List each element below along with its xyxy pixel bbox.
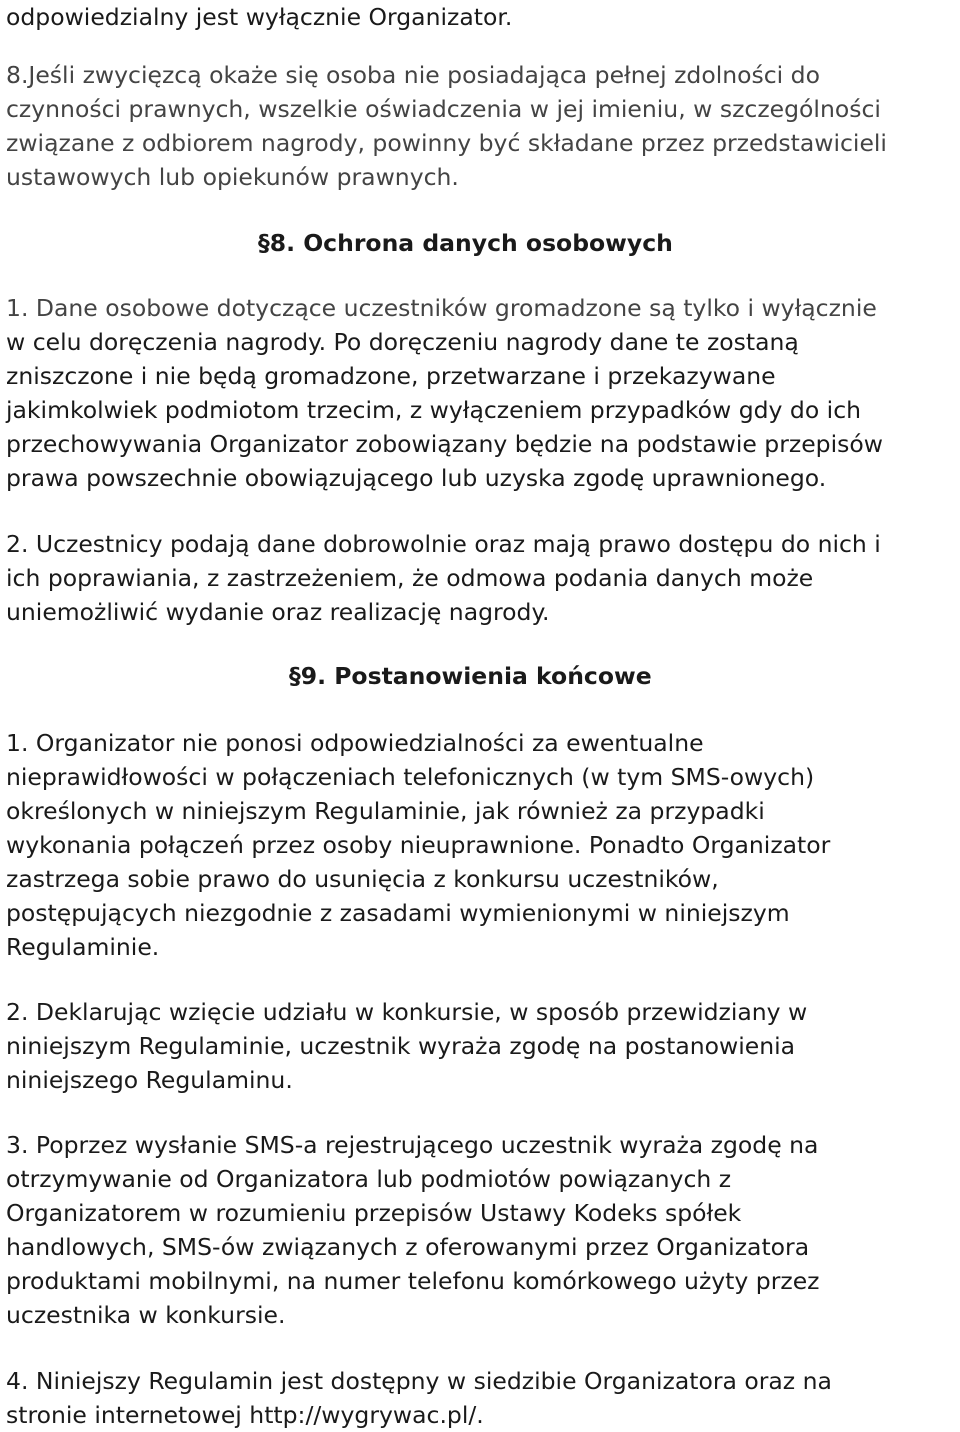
- heading-text: §8. Ochrona danych osobowych: [258, 229, 673, 257]
- section9-heading: [289, 659, 652, 693]
- text-line: postępujących niezgodnie z zasadami wymienionymi w niniejszym: [6, 899, 790, 927]
- section8-heading: [258, 226, 673, 260]
- heading-text: §9. Postanowienia końcowe: [289, 662, 652, 690]
- text-line: uczestnika w konkursie.: [6, 1301, 286, 1329]
- text-line: Organizatorem w rozumieniu przepisów Ustawy Kodeks spółek: [6, 1199, 742, 1227]
- text-line: ustawowych lub opiekunów prawnych.: [6, 163, 459, 191]
- text-line: określonych w niniejszym Regulaminie, jak również za przypadki: [6, 797, 765, 825]
- text-line: niniejszego Regulaminu.: [6, 1066, 293, 1094]
- text-line: 3. Poprzez wysłanie SMS-a rejestrującego uczestnik wyraża zgodę na: [6, 1131, 819, 1159]
- text-line: 1. Organizator nie ponosi odpowiedzialności za ewentualne: [6, 729, 704, 757]
- text-line: stronie internetowej http://wygrywac.pl/.: [6, 1401, 484, 1429]
- section8-point2: [6, 527, 881, 629]
- text-line: wykonania połączeń przez osoby nieuprawnione. Ponadto Organizator: [6, 831, 831, 859]
- text-line: jakimkolwiek podmiotom trzecim, z wyłączeniem przypadków gdy do ich: [6, 396, 862, 424]
- text-line: 1. Dane osobowe dotyczące uczestników gromadzone są tylko i wyłącznie: [6, 294, 877, 322]
- section9-point1: [6, 726, 830, 964]
- text-line: zniszczone i nie będą gromadzone, przetwarzane i przekazywane: [6, 362, 776, 390]
- section9-point4: [6, 1364, 832, 1432]
- text-line: uniemożliwić wydanie oraz realizację nagrody.: [6, 598, 550, 626]
- text-line: w celu doręczenia nagrody. Po doręczeniu nagrody dane te zostaną: [6, 328, 799, 356]
- section7-point8: [6, 58, 887, 194]
- section9-point3: [6, 1128, 819, 1332]
- text-line: 8.Jeśli zwycięzcą okaże się osoba nie posiadająca pełnej zdolności do: [6, 61, 820, 89]
- text-line: czynności prawnych, wszelkie oświadczenia w jej imieniu, w szczególności: [6, 95, 881, 123]
- section8-point1: [6, 291, 883, 495]
- text-line: zastrzega sobie prawo do usunięcia z konkursu uczestników,: [6, 865, 719, 893]
- text-line: nieprawidłowości w połączeniach telefonicznych (w tym SMS-owych): [6, 763, 815, 791]
- text-line: 2. Uczestnicy podają dane dobrowolnie oraz mają prawo dostępu do nich i: [6, 530, 881, 558]
- text-line: 2. Deklarując wzięcie udziału w konkursie, w sposób przewidziany w: [6, 998, 808, 1026]
- section9-point2: [6, 995, 807, 1097]
- text-line: produktami mobilnymi, na numer telefonu komórkowego użyty przez: [6, 1267, 820, 1295]
- text-line: związane z odbiorem nagrody, powinny być składane przez przedstawicieli: [6, 129, 887, 157]
- text-line: 4. Niniejszy Regulamin jest dostępny w siedzibie Organizatora oraz na: [6, 1367, 832, 1395]
- text-line: otrzymywanie od Organizatora lub podmiotów powiązanych z: [6, 1165, 732, 1193]
- text-line: ich poprawiania, z zastrzeżeniem, że odmowa podania danych może: [6, 564, 814, 592]
- text-line: odpowiedzialny jest wyłącznie Organizator.: [6, 3, 513, 31]
- intro-tail-text: [6, 0, 512, 34]
- text-line: handlowych, SMS-ów związanych z oferowanymi przez Organizatora: [6, 1233, 810, 1261]
- text-line: Regulaminie.: [6, 933, 160, 961]
- text-line: przechowywania Organizator zobowiązany będzie na podstawie przepisów: [6, 430, 883, 458]
- text-line: prawa powszechnie obowiązującego lub uzyska zgodę uprawnionego.: [6, 464, 827, 492]
- text-line: niniejszym Regulaminie, uczestnik wyraża zgodę na postanowienia: [6, 1032, 796, 1060]
